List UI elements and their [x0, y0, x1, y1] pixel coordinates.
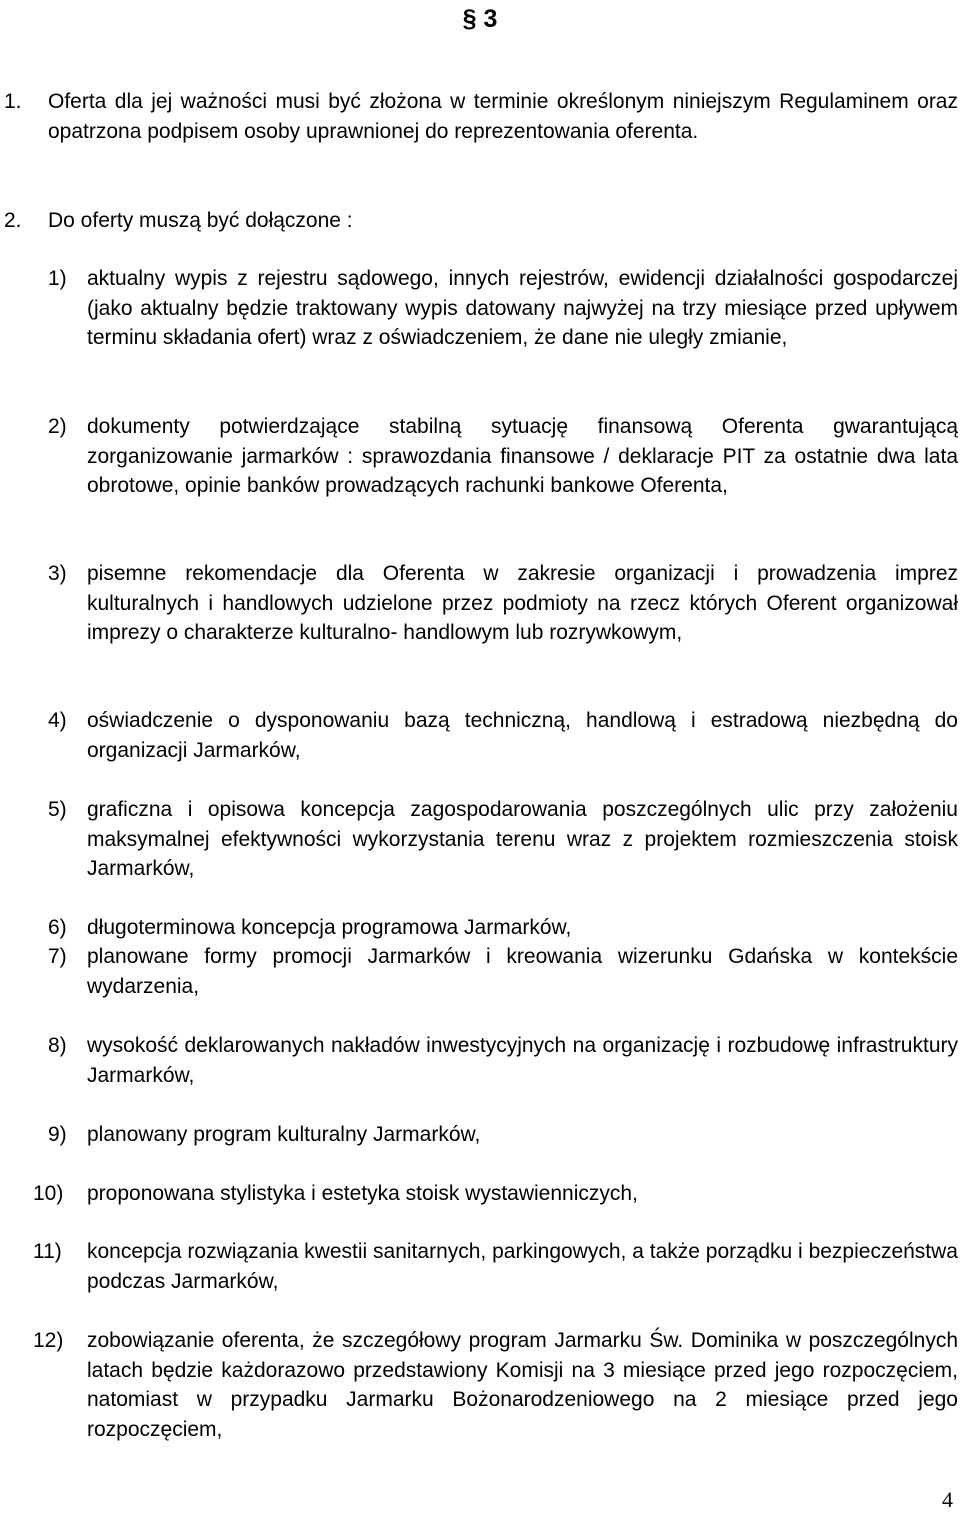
list-item	[0, 942, 960, 1002]
list-item	[0, 1179, 960, 1209]
list-item	[0, 1326, 960, 1446]
list-item-text: dokumenty potwierdzające stabilną sytuację finansową Oferenta gwarantującą zorganizowanie jarmarków : sprawozdania finansowe / deklaracje PIT za ostatnie dwa lata obrotowe, opinie banków prowadzących rachunki bankowe Oferenta,	[87, 415, 958, 497]
list-item-text: aktualny wypis z rejestru sądowego, innych rejestrów, ewidencji działalności gospodarczej (jako aktualny będzie traktowany wypis datowany najwyżej na trzy miesiące przed upływem terminu składania ofert) wraz z oświadczeniem, że dane nie uległy zmianie,	[87, 267, 958, 349]
list-item-number: 5)	[48, 798, 67, 821]
paragraph-1	[0, 87, 960, 177]
list-item-text: oświadczenie o dysponowaniu bazą techniczną, handlową i estradową niezbędną do organizacji Jarmarków,	[87, 709, 958, 762]
list-item	[0, 559, 960, 679]
list-item-text: pisemne rekomendacje dla Oferenta w zakresie organizacji i prowadzenia imprez kulturalnych i handlowych udzielone przez podmioty na rzecz których Oferent organizował imprezy o charakterze kulturalno- handlowym lub rozrywkowym,	[87, 562, 958, 644]
list-item-text: planowany program kulturalny Jarmarków,	[87, 1123, 481, 1146]
list-item	[0, 1120, 960, 1150]
list-item	[0, 795, 960, 885]
list-item	[0, 264, 960, 384]
list-item-number: 6)	[48, 916, 67, 939]
list-item	[0, 412, 960, 532]
list-item-text: wysokość deklarowanych nakładów inwestycyjnych na organizację i rozbudowę infrastruktury Jarmarków,	[87, 1034, 958, 1087]
paragraph-text: Do oferty muszą być dołączone :	[48, 209, 353, 232]
list-item-text: długoterminowa koncepcja programowa Jarmarków,	[87, 916, 572, 939]
list-item	[0, 1031, 960, 1091]
list-item-number: 7)	[48, 945, 67, 968]
paragraph-number: 1.	[4, 90, 22, 113]
list-item	[0, 1237, 960, 1297]
list-item-text: zobowiązanie oferenta, że szczegółowy program Jarmarku Św. Dominika w poszczególnych latach będzie każdorazowo przedstawiony Komisji na 3 miesiące przed jego rozpoczęciem, natomiast w przypadku Jarmarku Bożonarodzeniowego na 2 miesiące przed jego rozpoczęciem,	[87, 1329, 958, 1441]
list-item-text: koncepcja rozwiązania kwestii sanitarnych, parkingowych, a także porządku i bezpieczeństwa podczas Jarmarków,	[87, 1240, 958, 1293]
list-item-number: 4)	[48, 709, 67, 732]
list-item-number: 3)	[48, 562, 67, 585]
list-item-number: 12)	[33, 1329, 64, 1352]
list-item-number: 8)	[48, 1034, 67, 1057]
list-item	[0, 706, 960, 766]
list-item-text: proponowana stylistyka i estetyka stoisk wystawienniczych,	[87, 1182, 638, 1205]
list-item-number: 2)	[48, 415, 67, 438]
paragraph-2	[0, 206, 960, 236]
paragraph-number: 2.	[4, 209, 22, 232]
paragraph-text: Oferta dla jej ważności musi być złożona w terminie określonym niniejszym Regulaminem oraz opatrzona podpisem osoby uprawnionej do reprezentowania oferenta.	[48, 90, 958, 143]
list-item	[0, 913, 960, 943]
list-item-text: graficzna i opisowa koncepcja zagospodarowania poszczególnych ulic przy założeniu maksymalnej efektywności wykorzystania terenu wraz z projektem rozmieszczenia stoisk Jarmarków,	[87, 798, 958, 880]
page-number: 4	[942, 1487, 953, 1512]
list-item-number: 9)	[48, 1123, 67, 1146]
list-item-text: planowane formy promocji Jarmarków i kreowania wizerunku Gdańska w kontekście wydarzenia,	[87, 945, 958, 998]
list-item-number: 10)	[33, 1182, 64, 1205]
section-heading: § 3	[462, 5, 498, 33]
list-item-number: 11)	[33, 1240, 62, 1263]
list-item-number: 1)	[48, 267, 67, 290]
